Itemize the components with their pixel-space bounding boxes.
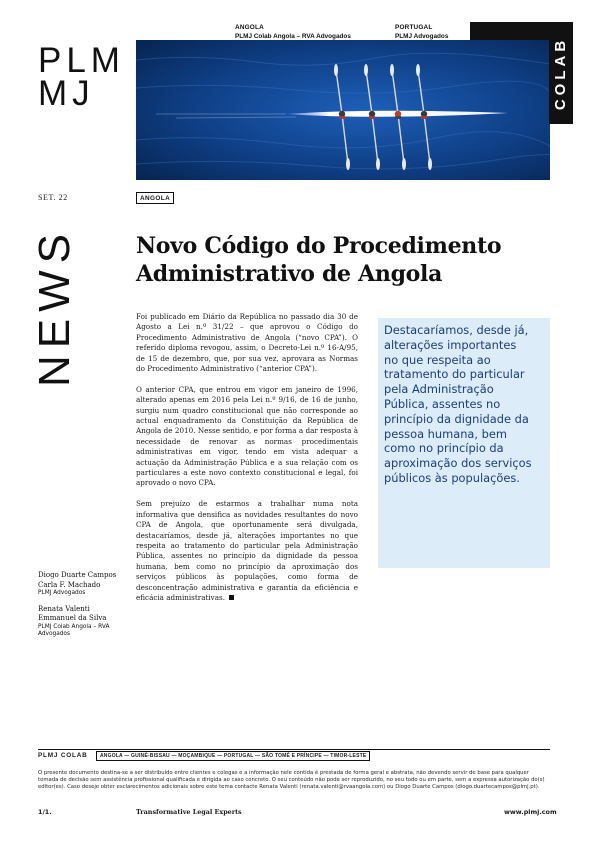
rowing-boat-illustration (136, 40, 550, 180)
author-firm: PLMJ Colab Angola – RVA Advogados (38, 623, 110, 637)
hero-image (136, 40, 550, 180)
logo-line-1: PLM (38, 41, 125, 80)
header-black-bar (470, 22, 550, 40)
colab-text: COLAB (552, 36, 570, 110)
body-paragraph: Foi publicado em Diário da República no passado dia 30 de Agosto a Lei n.º 31/22 – que aprovou o Código do Procedimento Administrativo de Angola (“novo CPA”). O referido diploma revogou, assim, o Decreto-Lei n.º 16-A/95, de 15 de dezembro, que, por sua vez, aprovara as Normas do Procedimento Administrativo (“anterior CPA”). (136, 312, 358, 374)
footer-divider (38, 749, 550, 750)
article-body (136, 312, 358, 614)
author-name: Renata Valenti (38, 604, 90, 613)
pull-quote (378, 318, 550, 568)
office-country: PORTUGAL (395, 24, 433, 31)
body-paragraph: O anterior CPA, que entrou em vigor em janeiro de 1996, alterado apenas em 2016 pela Lei n.º 9/16, de 16 de junho, surgiu num quadro constitucional que não corresponde ao actual enquadramento da Constituição da República de Angola de 2010. Nesse sentido, e por forma a dar resposta à necessidade de renovar as normas procedimentais administrativas em vigor, tendo em vista adequar a actuação da Administração Pública e a sua relação com os particulares a este novo contexto constitucional e legal, foi aprovado o novo CPA. (136, 384, 358, 488)
website-link[interactable]: www.plmj.com (504, 808, 557, 816)
office-country: ANGOLA (235, 24, 264, 31)
news-text: NEWS (30, 227, 79, 387)
pull-quote-text: Destacaríamos, desde já, alterações importantes no que respeita ao tratamento do particular pela Administração Pública, assentes no princípio da dignidade da pessoa humana, bem como no princípio da aproximação dos serviços públicos às populações. (384, 323, 532, 485)
footer-tagline: Transformative Legal Experts (136, 808, 242, 816)
authors (38, 571, 128, 646)
plmj-logo (38, 41, 125, 113)
author-firm: PLMJ Advogados (38, 590, 86, 596)
author-name: Emmanuel da Silva (38, 614, 107, 622)
footer-brand: PLMJ COLAB (38, 752, 88, 759)
office-firm: PLMJ Advogados (395, 32, 449, 40)
author-name: Diogo Duarte Campos (38, 571, 117, 579)
legal-disclaimer: O presente documento destina-se a ser distribuído entre clientes e colegas e a informação nele contida é prestada de forma geral e abstrata, não devendo servir de base para qualquer tomada de decisão sem assistência profissional qualificada e dirigida ao caso concreto. O seu conteúdo não pode ser reproduzido, no seu todo ou em parte, sem a expressa autorização do(s) editor(es). Caso deseje obter esclarecimentos adicionais sobre este tema contacte Renata Valenti (renata.valenti@rvaangola.com) ou Diogo Duarte Campos (diogo.duartecampos@plmj.pt). (38, 770, 545, 790)
office-firm: PLMJ Colab Angola – RVA Advogados (235, 32, 351, 40)
colab-label (549, 22, 573, 124)
issue-date: SET. 22 (38, 193, 68, 202)
footer-countries: ANGOLA — GUINÉ-BISSAU — MOÇAMBIQUE — PORTUGAL — SÃO TOMÉ E PRÍNCIPE — TIMOR-LESTE (96, 751, 370, 761)
section-label (30, 227, 80, 387)
article-title: Novo Código do Procedimento Administrativo de Angola (136, 233, 502, 287)
logo-line-2: MJ (38, 74, 95, 113)
body-paragraph-text: Sem prejuízo de estarmos a trabalhar numa nota informativa que densifica as novidades resultantes do novo CPA de Angola, que oportunamente será divulgada, destacaríamos, desde já, alterações importantes no que respeita ao tratamento do particular pela Administração Pública, assentes no princípio da dignidade da pessoa humana, bem como no princípio da aproximação dos serviços públicos às populações, como forma de desconcentração administrativa e garantia da eficiência e eficácia administrativas. (136, 499, 358, 602)
body-paragraph (136, 499, 358, 603)
office-angola (235, 24, 351, 41)
end-mark (229, 595, 234, 600)
office-portugal (395, 24, 448, 41)
page-number: 1/1. (38, 808, 52, 816)
author-name: Carla F. Machado (38, 580, 101, 589)
country-tag: ANGOLA (136, 192, 174, 204)
